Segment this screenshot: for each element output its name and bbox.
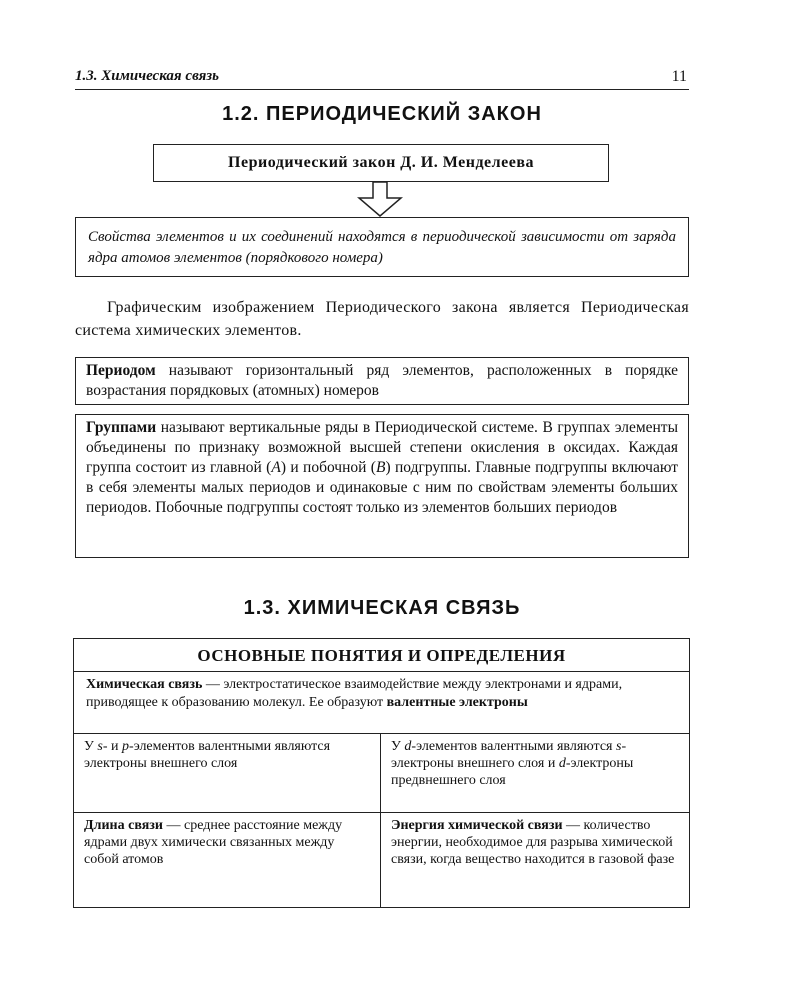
group-text-1: называют вертикальные ряды в Периодической системе. В группах элементы объединены по признаку возможной высшей степени окисления в оксидах. Каждая группа состоит из главной ( [86, 419, 678, 476]
bond-length-term: Длина связи [84, 818, 163, 833]
d-text-4: -электроны предвнешнего слоя [391, 756, 634, 788]
d-d2: d [558, 756, 566, 771]
chemical-bond-definition [74, 671, 689, 734]
running-head [75, 68, 689, 90]
bond-energy-cell [381, 813, 689, 907]
d-d: d [404, 739, 412, 754]
periodic-system-paragraph: Графическим изображением Периодического закона является Периодическая система химических элементов. [75, 299, 689, 339]
section-title-periodic-law: 1.2. ПЕРИОДИЧЕСКИЙ ЗАКОН [222, 103, 542, 125]
sp-text-1: У [84, 739, 98, 754]
d-elements-cell [381, 734, 689, 812]
period-definition-box [75, 357, 689, 405]
sp-elements-cell [74, 734, 380, 812]
bond-length-cell [74, 813, 380, 907]
sp-s: s [97, 739, 103, 754]
page-number: 11 [671, 68, 687, 85]
period-text: называют горизонтальный ряд элементов, расположенных в порядке возрастания порядковых (атомных) номеров [86, 362, 678, 399]
subgroup-a: A [271, 459, 281, 476]
bond-length-text: — среднее расстояние между ядрами двух химически связанных между собой атомов [84, 818, 343, 867]
concepts-table-header: ОСНОВНЫЕ ПОНЯТИЯ И ОПРЕДЕЛЕНИЯ [74, 639, 689, 672]
table-column-divider [380, 734, 381, 908]
down-arrow-icon [357, 182, 403, 218]
d-s: s [615, 739, 622, 754]
bond-energy-term: Энергия химической связи [391, 818, 563, 833]
table-row-divider [74, 812, 689, 813]
d-text-1: У [391, 739, 405, 754]
concepts-table [73, 638, 690, 908]
d-text-2: -элементов валентными являются [411, 739, 616, 754]
bond-energy-text: — количество энергии, необходимое для разрыва химической связи, когда вещество находится в газовой фазе [391, 818, 675, 867]
valence-electrons-term: валентные электроны [386, 695, 528, 710]
sp-text-3: -элементов валентными являются электроны внешнего слоя [84, 739, 331, 771]
group-text-3: ) подгруппы. Главные подгруппы включают в себя элементы малых периодов и одинаковые с ним по свойствам элементы больших периодов. Побочные подгруппы состоят только из элементов больших периодов [86, 459, 678, 516]
sp-p: p [122, 739, 130, 754]
section-title-chemical-bond: 1.3. ХИМИЧЕСКАЯ СВЯЗЬ [243, 597, 521, 619]
group-text-2: ) и побочной ( [280, 459, 376, 476]
group-term: Группами [86, 419, 157, 436]
chem-bond-term: Химическая связь [86, 677, 203, 692]
d-text-3: -электроны внешнего слоя и [391, 739, 627, 771]
running-title: 1.3. Химическая связь [75, 68, 220, 84]
subgroup-b: B [375, 459, 386, 476]
group-definition-box [75, 414, 689, 558]
law-box: Периодический закон Д. И. Менделеева [153, 144, 609, 182]
chem-bond-text: — электростатическое взаимодействие между электронами и ядрами, приводящее к образованию молекул. Ее образуют [86, 677, 623, 710]
law-statement-box: Свойства элементов и их соединений находятся в периодической зависимости от заряда ядра атомов элементов (порядкового номера) [75, 217, 689, 277]
sp-text-2: - и [102, 739, 123, 754]
period-term: Периодом [86, 362, 156, 379]
